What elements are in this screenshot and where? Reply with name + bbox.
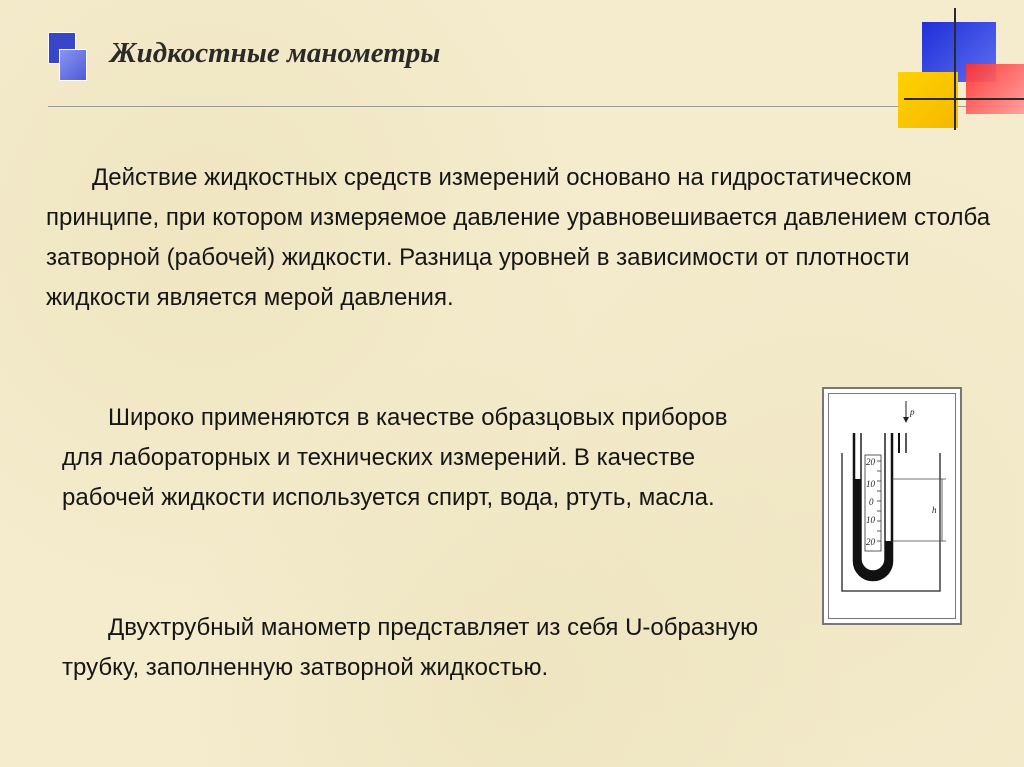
scale-label-bottom: 20 <box>866 537 875 547</box>
deco-red-square <box>966 64 1024 114</box>
paragraph-u-tube: Двухтрубный манометр представляет из себя U-образную трубку, заполненную затворной жидкостью. <box>62 614 759 681</box>
height-label: h <box>932 505 937 515</box>
deco-yellow-square <box>898 72 958 128</box>
slide-title: Жидкостные манометры <box>110 37 441 69</box>
pressure-label: p <box>910 407 915 417</box>
scale-label-lower: 10 <box>866 515 875 525</box>
deco-vertical-line <box>954 8 956 130</box>
corner-decoration <box>898 8 1024 130</box>
deco-horizontal-line <box>904 98 1024 100</box>
title-bullet-icon <box>48 32 94 84</box>
paragraph-applications: Широко применяются в качестве образцовых приборов для лабораторных и технических измерений. В качестве рабочей жидкости используется спирт, вода, ртуть, масла. <box>62 404 728 511</box>
manometer-diagram <box>828 393 956 619</box>
scale-label-top: 20 <box>866 457 875 467</box>
scale-label-zero: 0 <box>869 497 874 507</box>
bullet-square-front <box>59 49 87 81</box>
u-tube-manometer-figure <box>822 387 962 625</box>
title-underline <box>48 106 1023 107</box>
paragraph-principle: Действие жидкостных средств измерений основано на гидростатическом принципе, при котором измеряемое давление уравновешивается давлением столба затворной (рабочей) жидкости. Разница уровней в зависимости от плотности жидкости является мерой давления. <box>46 164 991 311</box>
scale-label-upper: 10 <box>866 479 875 489</box>
